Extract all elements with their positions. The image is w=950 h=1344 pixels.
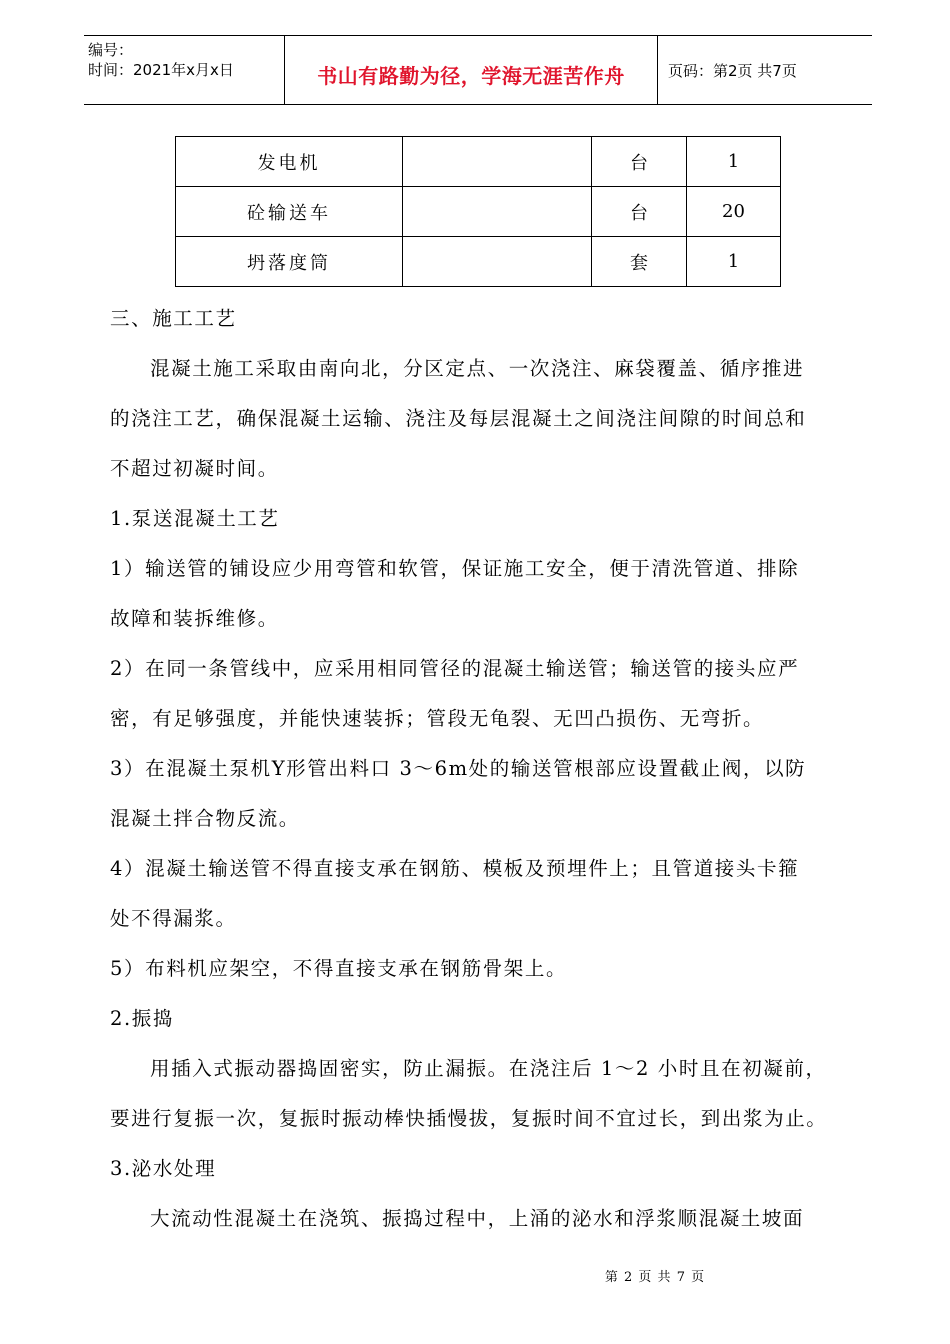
paragraph-line: 1）输送管的铺设应少用弯管和软管，保证施工安全，便于清洗管道、排除 xyxy=(110,557,800,580)
table-cell-qty: 20 xyxy=(687,187,781,237)
paragraph-line: 故障和装拆维修。 xyxy=(110,607,279,630)
table-cell-unit: 台 xyxy=(592,187,687,237)
subsection-heading: 1.泵送混凝土工艺 xyxy=(110,507,280,530)
paragraph-line: 的浇注工艺，确保混凝土运输、浇注及每层混凝土之间浇注间隙的时间总和 xyxy=(110,407,807,430)
header-motto: 书山有路勤为径，学海无涯苦作舟 xyxy=(317,64,625,88)
table-cell-spec xyxy=(403,237,592,287)
paragraph-line: 5）布料机应架空，不得直接支承在钢筋骨架上。 xyxy=(110,957,568,980)
table-cell-name: 坍落度筒 xyxy=(176,237,403,287)
table-cell-spec xyxy=(403,187,592,237)
subsection-heading: 2.振捣 xyxy=(110,1007,175,1030)
table-row xyxy=(176,237,781,287)
paragraph-line: 大流动性混凝土在浇筑、振捣过程中，上涌的泌水和浮浆顺混凝土坡面 xyxy=(150,1207,805,1230)
paragraph-line: 用插入式振动器捣固密实，防止漏振。在浇注后 1～2 小时且在初凝前， xyxy=(150,1057,827,1080)
page-footer: 第 2 页 共 7 页 xyxy=(604,1270,706,1285)
subsection-heading: 3.泌水处理 xyxy=(110,1157,217,1180)
table-cell-unit: 套 xyxy=(592,237,687,287)
paragraph-line: 混凝土施工采取由南向北，分区定点、一次浇注、麻袋覆盖、循序推进 xyxy=(150,357,805,380)
equipment-table xyxy=(175,136,781,287)
paragraph-line: 处不得漏浆。 xyxy=(110,907,237,930)
table-cell-name: 砼输送车 xyxy=(176,187,403,237)
paragraph-line: 4）混凝土输送管不得直接支承在钢筋、模板及预埋件上；且管道接头卡箍 xyxy=(110,857,800,880)
header-number-label: 编号： xyxy=(88,41,134,59)
header-page-info: 页码：第2页 共7页 xyxy=(668,62,797,80)
table-cell-spec xyxy=(403,137,592,187)
table-row xyxy=(176,187,781,237)
paragraph-line: 密，有足够强度，并能快速装拆；管段无龟裂、无凹凸损伤、无弯折。 xyxy=(110,707,765,730)
header-divider xyxy=(657,36,658,104)
paragraph-line: 2）在同一条管线中，应采用相同管径的混凝土输送管；输送管的接头应严 xyxy=(110,657,800,680)
paragraph-line: 要进行复振一次，复振时振动棒快插慢拔，复振时间不宜过长，到出浆为止。 xyxy=(110,1107,828,1130)
section-heading: 三、施工工艺 xyxy=(110,307,237,330)
table-cell-qty: 1 xyxy=(687,137,781,187)
table-cell-qty: 1 xyxy=(687,237,781,287)
header-time-label: 时间：2021年x月x日 xyxy=(88,61,234,79)
paragraph-line: 混凝土拌合物反流。 xyxy=(110,807,300,830)
paragraph-line: 不超过初凝时间。 xyxy=(110,457,279,480)
page-header xyxy=(84,35,872,105)
table-row xyxy=(176,137,781,187)
paragraph-line: 3）在混凝土泵机Y形管出料口 3～6m处的输送管根部应设置截止阀，以防 xyxy=(110,757,807,780)
table-cell-unit: 台 xyxy=(592,137,687,187)
table-cell-name: 发电机 xyxy=(176,137,403,187)
header-meta xyxy=(88,40,234,80)
